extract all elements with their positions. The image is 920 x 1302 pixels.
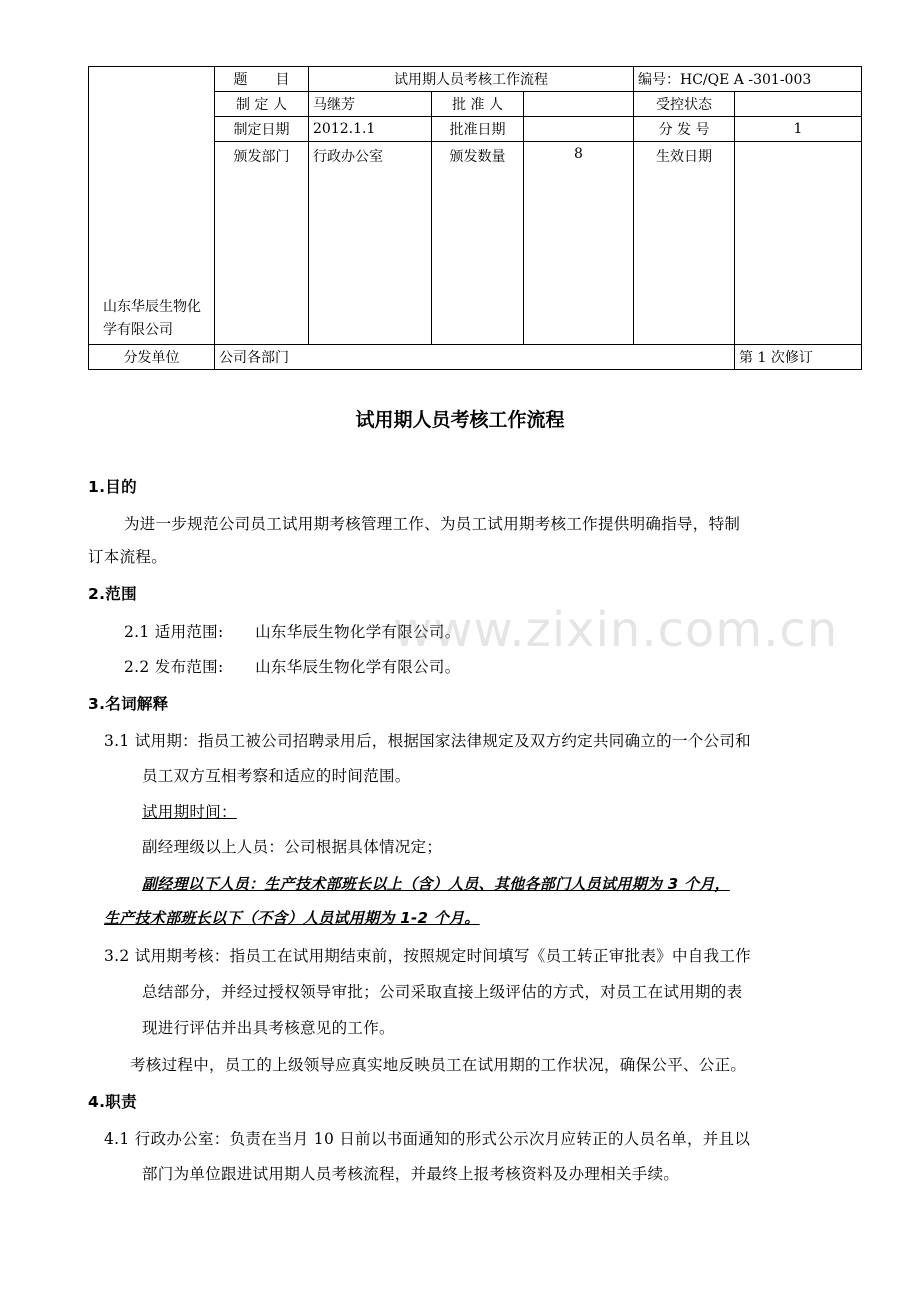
watermark: www.zixin.com.cn xyxy=(393,602,839,658)
document-header-table xyxy=(88,66,862,370)
date-value: 2012.1.1 xyxy=(309,117,432,142)
probation-junior-2: 生产技术部班长以下（不含）人员试用期为 1-2 个月。 xyxy=(104,909,480,927)
dept-value: 行政办公室 xyxy=(309,142,432,345)
approver-value xyxy=(524,92,634,117)
dist-no-value: 1 xyxy=(735,117,862,142)
label-dist-no: 分 发 号 xyxy=(634,117,735,142)
label-effective: 生效日期 xyxy=(634,142,735,345)
effective-value xyxy=(735,142,862,345)
probation-period-label: 试用期时间： xyxy=(142,803,237,821)
section-scope-heading: 2.范围 xyxy=(88,585,137,603)
label-qty: 颁发数量 xyxy=(432,142,524,345)
label-dist-unit: 分发单位 xyxy=(89,345,215,370)
company-name: 山东华辰生物化学有限公司 xyxy=(89,67,215,345)
label-approver: 批 准 人 xyxy=(432,92,524,117)
revision: 第 1 次修订 xyxy=(735,345,862,370)
label-subject: 题 目 xyxy=(215,67,309,92)
section-terms-heading: 3.名词解释 xyxy=(88,695,169,713)
label-date: 制定日期 xyxy=(215,117,309,142)
term-probation-1: 3.1 试用期：指员工被公司招聘录用后，根据国家法律规定及双方约定共同确立的一个公司和 xyxy=(104,732,751,750)
probation-junior-1: 副经理以下人员：生产技术部班长以上（含）人员、其他各部门人员试用期为 3 个月， xyxy=(142,875,730,893)
label-dept: 颁发部门 xyxy=(215,142,309,345)
subject-value: 试用期人员考核工作流程 xyxy=(309,67,634,92)
scope-applicable: 2.1 适用范围: 山东华辰生物化学有限公司。 xyxy=(124,623,461,641)
duty-admin-1: 4.1 行政办公室：负责在当月 10 日前以书面通知的形式公示次月应转正的人员名单，并且以 xyxy=(104,1130,751,1148)
label-control: 受控状态 xyxy=(634,92,735,117)
purpose-text-2: 订本流程。 xyxy=(88,548,168,566)
duty-admin-2: 部门为单位跟进试用期人员考核流程，并最终上报考核资料及办理相关手续。 xyxy=(142,1165,680,1183)
term-assessment-1: 3.2 试用期考核：指员工在试用期结束前，按照规定时间填写《员工转正审批表》中自我工作 xyxy=(104,947,751,965)
assessment-note: 考核过程中，员工的上级领导应真实地反映员工在试用期的工作状况，确保公平、公正。 xyxy=(130,1056,747,1074)
purpose-text-1: 为进一步规范公司员工试用期考核管理工作、为员工试用期考核工作提供明确指导，特制 xyxy=(124,515,741,533)
section-purpose-heading: 1.目的 xyxy=(88,478,137,496)
term-assessment-2: 总结部分，并经过授权领导审批；公司采取直接上级评估的方式，对员工在试用期的表 xyxy=(142,983,743,1001)
term-assessment-3: 现进行评估并出具考核意见的工作。 xyxy=(142,1019,395,1037)
document-title: 试用期人员考核工作流程 xyxy=(355,409,565,431)
label-author: 制 定 人 xyxy=(215,92,309,117)
author-value: 马继芳 xyxy=(309,92,432,117)
term-probation-2: 员工双方互相考察和适应的时间范围。 xyxy=(142,767,411,785)
label-approve-date: 批准日期 xyxy=(432,117,524,142)
qty-value: 8 xyxy=(524,142,634,345)
dist-unit-value: 公司各部门 xyxy=(215,345,735,370)
control-value xyxy=(735,92,862,117)
section-duties-heading: 4.职责 xyxy=(88,1093,137,1111)
probation-senior: 副经理级以上人员：公司根据具体情况定； xyxy=(142,838,443,856)
doc-code: 编号：HC/QE A -301-003 xyxy=(634,67,862,92)
scope-release: 2.2 发布范围: 山东华辰生物化学有限公司。 xyxy=(124,658,461,676)
approve-date-value xyxy=(524,117,634,142)
